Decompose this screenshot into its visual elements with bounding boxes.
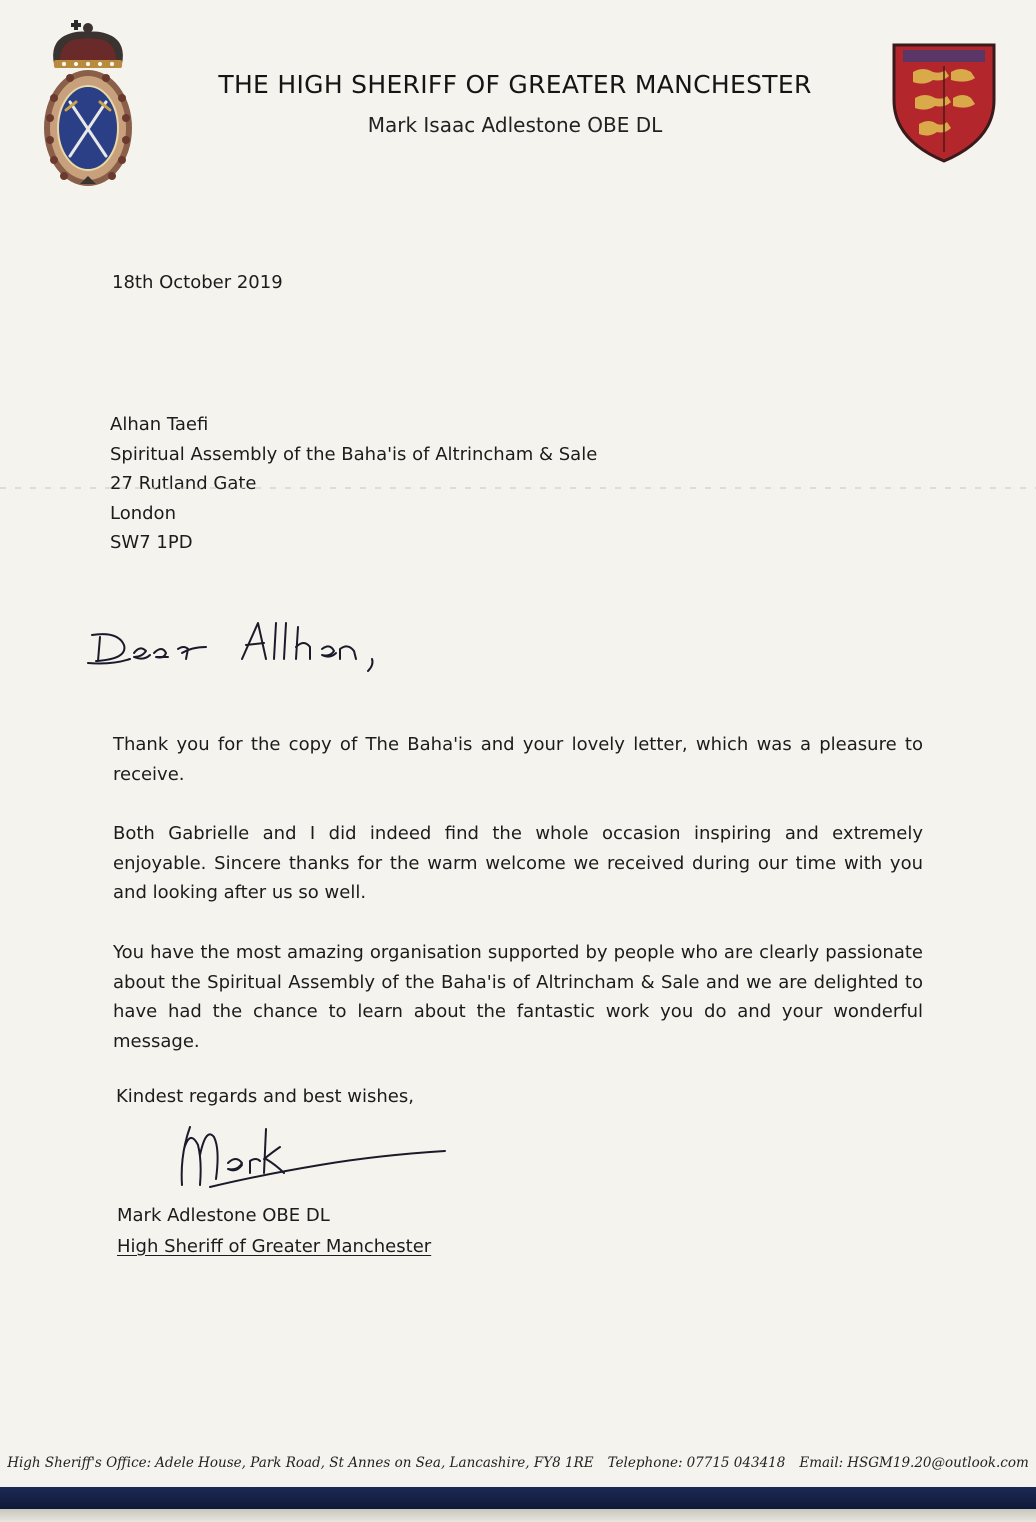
body-paragraph-3: You have the most amazing organisation supported by people who are clearly passionate about the Spiritual Assembly of the Baha'is of Altrincham & Sale and we are delighted to have had the chance to learn about the fantastic work you do and your wonderful message. bbox=[113, 942, 923, 1052]
signer-name: Mark Adlestone OBE DL bbox=[117, 1205, 330, 1226]
signer-role: High Sheriff of Greater Manchester bbox=[117, 1236, 432, 1257]
address-line: Spiritual Assembly of the Baha'is of Altrincham & Sale bbox=[110, 443, 598, 465]
address-line: London bbox=[110, 502, 176, 524]
address-line: 27 Rutland Gate bbox=[110, 473, 257, 495]
letterhead-title: THE HIGH SHERIFF OF GREATER MANCHESTER bbox=[218, 70, 812, 99]
lancashire-shield-icon bbox=[891, 42, 997, 164]
footer-email: HSGM19.20@outlook.com bbox=[847, 1455, 1029, 1471]
footer-office-label: High Sheriff's Office: bbox=[7, 1455, 152, 1471]
address-line: Alhan Taefi bbox=[110, 414, 209, 435]
paper-fold-crease bbox=[0, 487, 1036, 489]
handwritten-salutation bbox=[82, 615, 412, 675]
address-line: SW7 1PD bbox=[110, 532, 193, 554]
footer-band bbox=[0, 1487, 1036, 1509]
footer-email-label: Email: bbox=[799, 1455, 844, 1471]
body-paragraph-1: Thank you for the copy of The Baha'is and your lovely letter, which was a pleasure to receive. bbox=[113, 734, 923, 785]
letter-footer bbox=[0, 1455, 1036, 1471]
recipient-address bbox=[110, 410, 597, 558]
closing-line: Kindest regards and best wishes, bbox=[116, 1086, 414, 1107]
footer-telephone: 07715 043418 bbox=[686, 1455, 786, 1471]
footer-telephone-label: Telephone: bbox=[607, 1455, 683, 1471]
letterhead-subtitle: Mark Isaac Adlestone OBE DL bbox=[367, 113, 663, 137]
footer-office-address: Adele House, Park Road, St Annes on Sea, Lancashire, FY8 1RE bbox=[155, 1455, 594, 1471]
handwritten-signature bbox=[170, 1115, 455, 1205]
letter-date: 18th October 2019 bbox=[112, 272, 283, 293]
footer-strip bbox=[0, 1509, 1036, 1522]
high-sheriff-badge-icon bbox=[40, 18, 136, 190]
body-paragraph-2: Both Gabrielle and I did indeed find the whole occasion inspiring and extremely enjoyable. Sincere thanks for the warm welcome we received during our time with you and looking after us so well. bbox=[113, 823, 923, 903]
